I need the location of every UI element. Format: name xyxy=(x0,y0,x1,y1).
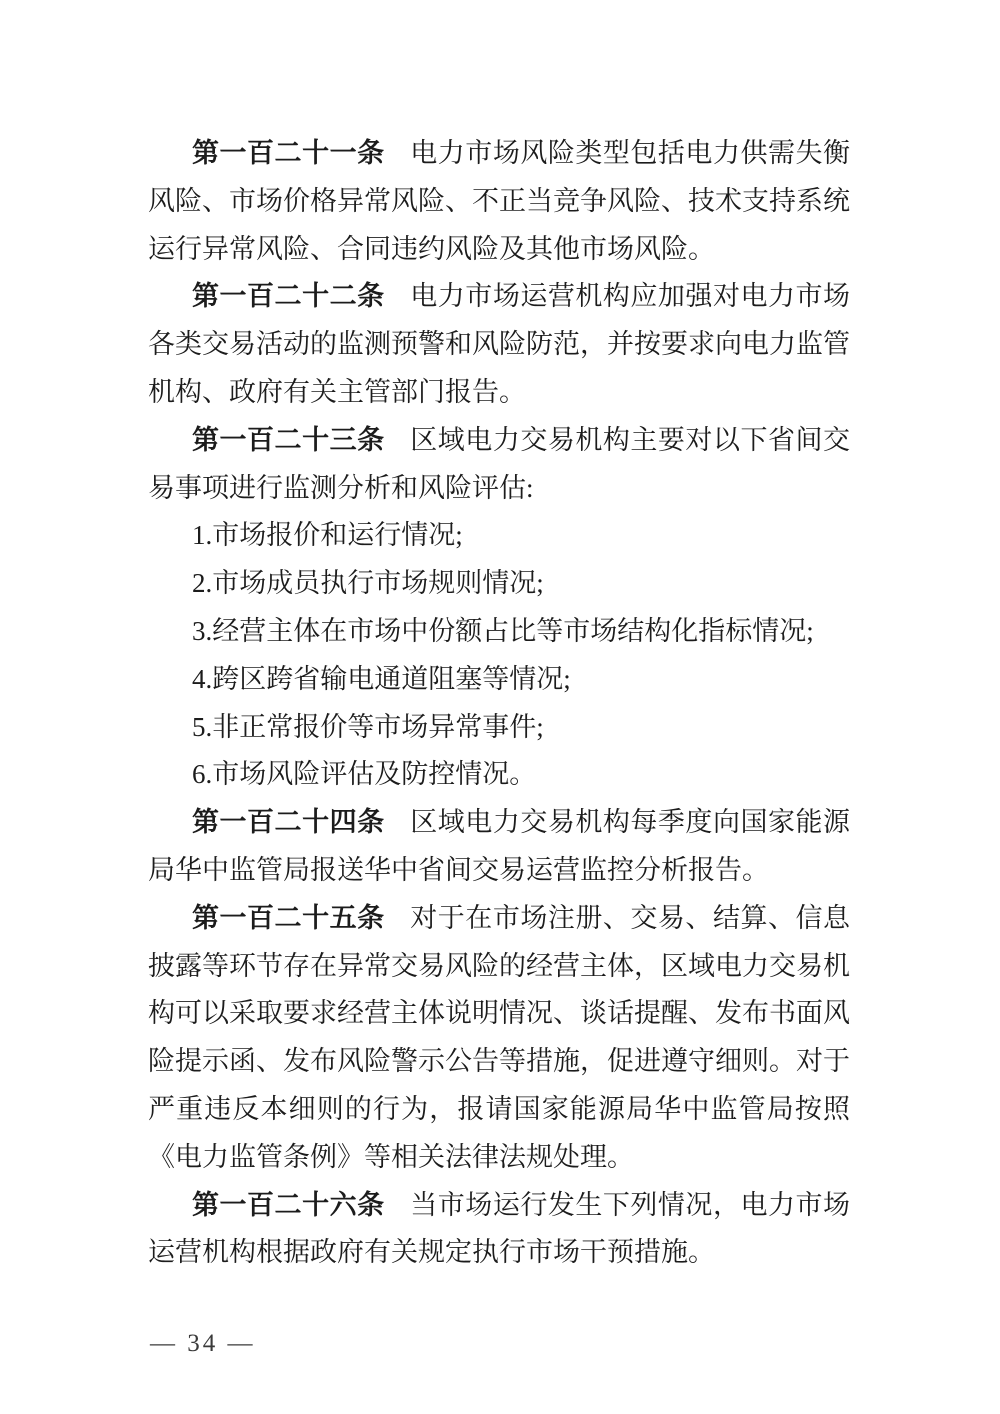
article-124-paragraph xyxy=(148,799,850,895)
article-126-text: 当市场运行发生下列情况，电力市场运营机构根据政府有关规定执行市场干预措施。 xyxy=(148,1189,851,1268)
article-125-text: 对于在市场注册、交易、结算、信息披露等环节存在异常交易风险的经营主体，区域电力交易机构可以采取要求经营主体说明情况、谈话提醒、发布书面风险提示函、发布风险警示公告等措施，促进遵守细则。对于严重违反本细则的行为，报请国家能源局华中监管局按照《电力监管条例》等相关法律法规处理。 xyxy=(148,902,851,1172)
list-item-2 xyxy=(148,560,850,608)
article-121-number: 第一百二十一条 xyxy=(192,138,385,168)
article-122-number: 第一百二十二条 xyxy=(192,281,385,312)
article-121-paragraph xyxy=(148,130,850,273)
article-126-paragraph xyxy=(148,1182,850,1278)
article-123-text: 区域电力交易机构主要对以下省间交易事项进行监测分析和风险评估: xyxy=(148,424,851,503)
article-122-paragraph xyxy=(148,273,850,416)
list-item-4-text: 4.跨区跨省输电通道阻塞等情况; xyxy=(192,663,571,694)
article-123-number: 第一百二十三条 xyxy=(192,424,385,455)
article-124-number: 第一百二十四条 xyxy=(192,807,385,838)
article-126-number: 第一百二十六条 xyxy=(192,1189,385,1220)
page-footer xyxy=(150,1330,256,1358)
list-item-3 xyxy=(148,608,850,656)
article-125-paragraph xyxy=(148,895,850,1182)
list-item-1-text: 1.市场报价和运行情况; xyxy=(192,520,463,551)
article-124-text: 区域电力交易机构每季度向国家能源局华中监管局报送华中省间交易运营监控分析报告。 xyxy=(148,807,851,885)
list-item-1 xyxy=(148,512,850,560)
article-123-paragraph xyxy=(148,417,850,513)
list-item-5 xyxy=(148,704,850,752)
list-item-5-text: 5.非正常报价等市场异常事件; xyxy=(192,711,544,742)
list-item-6 xyxy=(148,751,850,799)
article-121-text: 电力市场风险类型包括电力供需失衡风险、市场价格异常风险、不正当竞争风险、技术支持系统运行异常风险、合同违约风险及其他市场风险。 xyxy=(148,138,851,264)
list-item-2-text: 2.市场成员执行市场规则情况; xyxy=(192,568,544,599)
document-body xyxy=(148,130,850,1277)
list-item-6-text: 6.市场风险评估及防控情况。 xyxy=(192,759,537,790)
article-125-number: 第一百二十五条 xyxy=(192,902,385,933)
list-item-4 xyxy=(148,656,850,704)
article-122-text: 电力市场运营机构应加强对电力市场各类交易活动的监测预警和风险防范，并按要求向电力监管机构、政府有关主管部门报告。 xyxy=(148,281,851,407)
list-item-3-text: 3.经营主体在市场中份额占比等市场结构化指标情况; xyxy=(192,615,814,646)
page-number: — 34 — xyxy=(150,1330,256,1357)
